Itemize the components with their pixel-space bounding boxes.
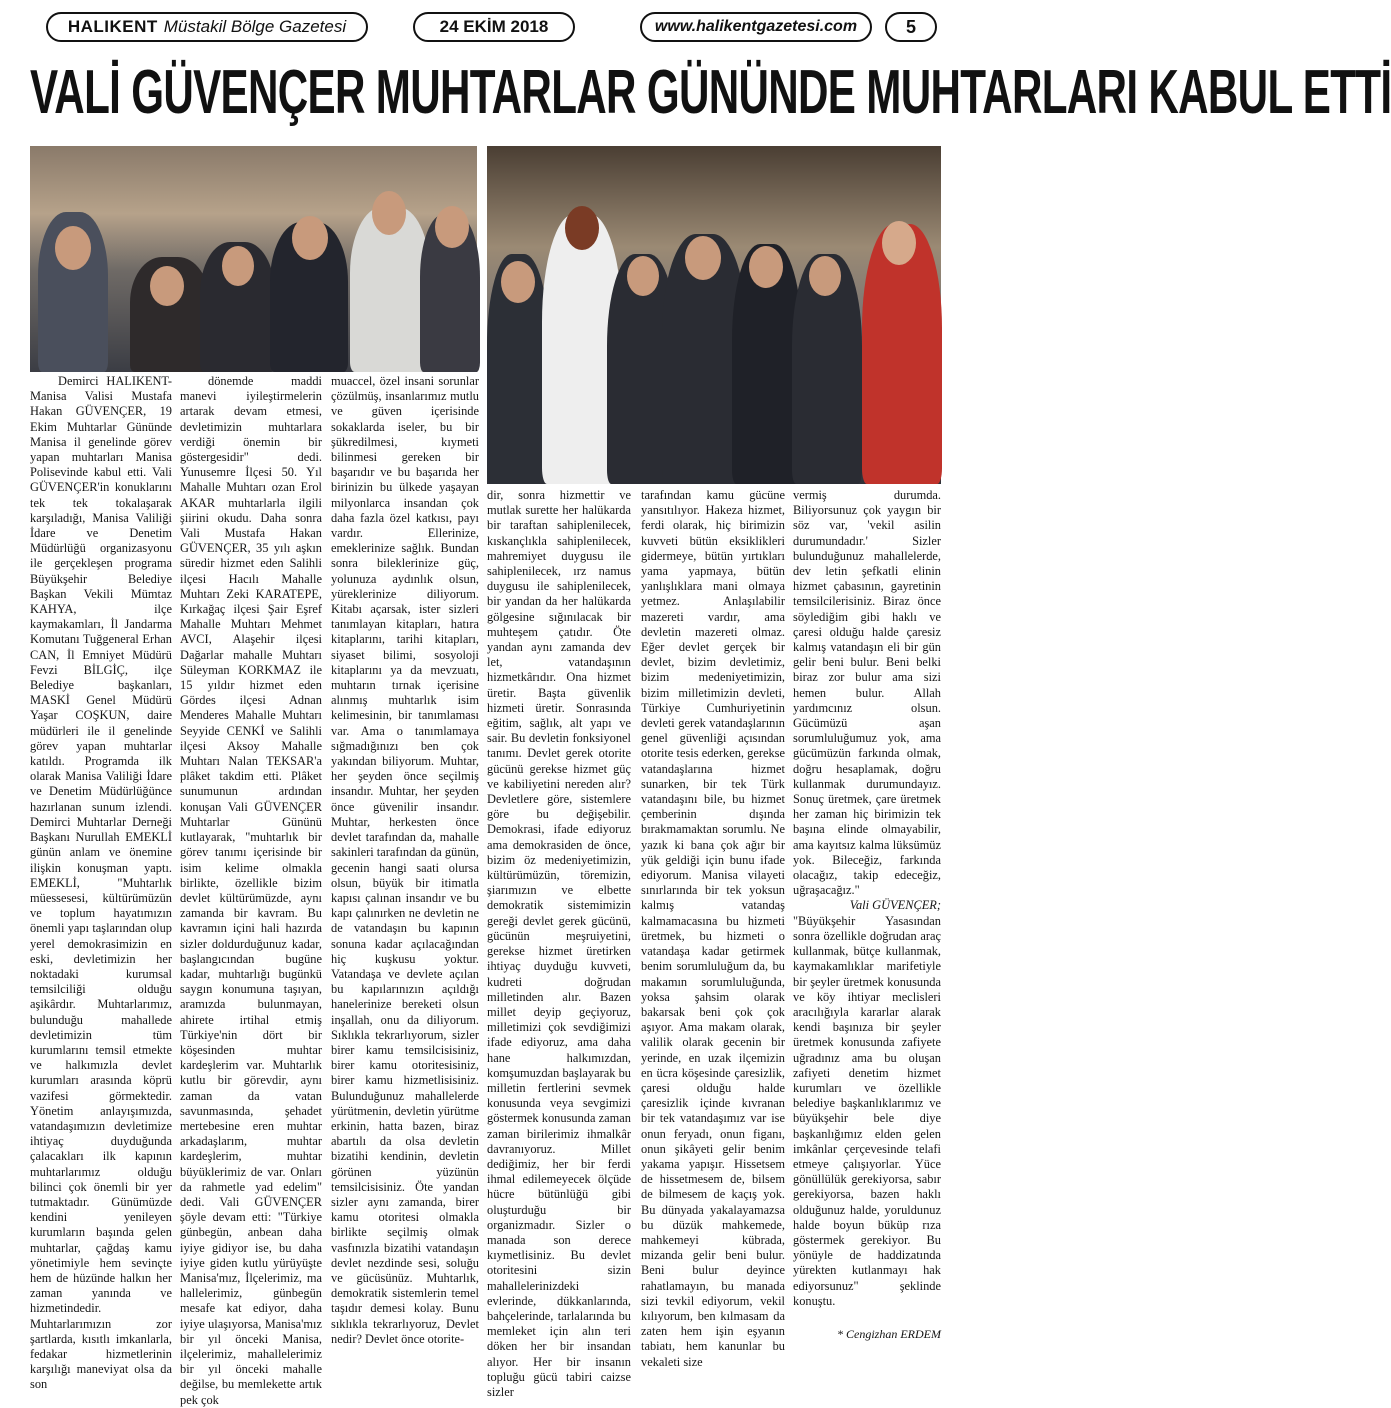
article-column-5 bbox=[641, 488, 785, 1369]
brand-subtitle: Müstakil Bölge Gazetesi bbox=[163, 17, 347, 36]
newspaper-brand bbox=[46, 12, 368, 42]
article-column-3 bbox=[331, 374, 479, 1346]
column-text: "Büyükşehir Yasasından sonra özellikle doğrudan araç kullanmak, bütçe kullanmak, kaymakamlıklar marifetiyle bir şeyler üretmek konusunda ve köy ihtiyar meclisleri aracılığıyla kararlar alarak kendi başınıza bir şeyler üretmek konusunda zafiyete uğradınız ama bu oluşan zafiyeti denetim hizmet kurumları ve özellikle belediye başkanlıklarımız ve büyükşehir bele diye başkanlığımız elden gelen imkânlar çerçevesinde telafi etmeye çalışıyorlar. Yüce gönüllülük gerekiyorsa, sabır gerekiyorsa, bazen haklı olduğunuz halde, yoruldunuz halde boyun büküp rıza göstermek gerekiyor. Bu yönüyle de haddizatında yürekten kutlanmayı hak ediyorsunuz" şeklinde konuştu. bbox=[793, 913, 941, 1308]
speaker-label: Vali GÜVENÇER; bbox=[849, 898, 941, 913]
photo-right bbox=[487, 146, 941, 484]
column-text: vermiş durumda. Biliyorsunuz çok yaygın bir söz var, 'vekil asilin durumundadır.' Sizler bulunduğunuz mahallelerde, dev letin şefkatli elinin hizmet çabasının, gayretinin temsilcilerisiniz. Biraz önce söylediğim gibi haklı ve çaresi olduğu halde çaresiz kalmış vatandaşın eli bir gün gelir beni bulur. Beni belki biraz zor bulur ama sizi hemen bulur. Allah yardımcınız olsun. Gücümüzü aşan sorumluluğumuz yok, ama gücümüzün farkında olmak, doğru hesaplamak, doğru kullanmak durumundayız. Sonuç üretmek, çare üretmek her zaman hiç birimizin tek başına elinde olmayabilir, ama kayıtsız kalma lüksümüz yok. Bileceğiz, farkında olacağız, takip edeceğiz, uğraşacağız." bbox=[793, 488, 941, 898]
article-column-4 bbox=[487, 488, 631, 1399]
issue-date: 24 EKİM 2018 bbox=[413, 12, 575, 42]
photo-left bbox=[30, 146, 477, 372]
page-number: 5 bbox=[885, 12, 937, 42]
article-column-1 bbox=[30, 374, 172, 1392]
column-text: tarafından kamu gücüne yansıtılıyor. Hakeza hizmet, ferdi olarak, hiç birimizin kuvveti bütün eksiklikleri gidermeye, bütün yırtıkları yama yapmaya, bütün yanlışlıklara mani olmaya yetmez. Anlaşılabilir mazereti vardır, ama devletin mazereti olmaz. Eğer devlet gerçek bir devlet, bizim devletimiz, bizim medeniyetimizin, bizim milletimizin devleti, Türkiye Cumhuriyetinin devleti gerek vatandaşlarının genel güvenliği açısından otorite tesis ederken, gerekse vatandaşlarına hizmet sunarken, bir tek Türk vatandaşını bile, bu hizmet çemberinin dışında bırakmamaktan sorumlu. Ne yazık ki bana çok ağır bir yük geldiği için bunu ifade ediyorum. Manisa vilayeti sınırlarında bir tek yoksun kalmış vatandaş kalmamacasına bu hizmeti üretmek, bu hizmeti o vatandaşa kadar getirmek benim sorumluluğum da, bu makamın sorumluluğunda, yoksa şahsim olarak bakarsak beni çok çok aşıyor. Ama makam olarak, valilik olarak gecenin bir yerinde, en uzak ilçemizin en ücra köşesinde çaresizlik, çaresi olduğu halde çaresizlik içinde kıvranan bir tek vatandaşımız var ise onun feryadı, onun figanı, onun şikâyeti gelir benim yakama yapışır. Hissetsem de hissetmesem de, bilsem de bilmesem de kaçış yok. Bu dünyada yakalayamazsa bu düzük mahkemede, mahkemeyi kübrada, mizanda gelir beni bulur. Beni bulur deyince rahatlamayın, bu manada sizi tevkil ediyorum, vekil kılıyorum, ben kılmasam da zaten hem işin eşyanın tabiatı, hem kanunlar bu vekaleti size bbox=[641, 488, 785, 1369]
column-text: muaccel, özel insani sorunlar çözülmüş, insanlarımız mutlu ve güven içerisinde sokaklarda iseler, bu bir şükredilmesi, kıymeti bilinmesi gereken bir başarıdır ve bu başarıda her birinizin bu ülkede yaşayan milyonlarca insandan çok daha fazla özel katkısı, payı vardır. Ellerinize, emeklerinize sağlık. Bundan sonra bileklerinize güç, yolunuza aydınlık olsun, yüreklerinize diliyorum. Kitabı açarsak, ister sizleri tanımlayan kitapları, hatıra kitaplarını, tarihi kitapları, siyaset bilimi, sosyoloji kitaplarını ya da mevzuatı, muhtarın tırnak içerisine alınmış muhtarlık isim kelimesinin, bir tanımlaması var. Ama o tanımlamaya sığmadığınızı ben çok yakından biliyorum. Muhtar, her şeyden önce seçilmiş insandır. Muhtar, her şeyden önce güvenilir insandır. Muhtar, herkesten önce devlet tarafından da, mahalle sakinleri tarafından da günün, gecenin hangi saati olursa olsun, büyük bir itimatla kapısı çalınan insandır ve bu kapı çalınırken ne devletin ne de vatandaşın bu kapının sonuna kadar açılacağından hiç kuşkusu yoktur. Vatandaşa ve devlete açılan bu kapılarınızın açıldığı hanelerinize bereketi olsun inşallah, onu da diliyorum. Sıklıkla tekrarlıyorum, sizler birer kamu temsilcisisiniz, birer kamu otoritesisiniz, birer kamu hizmetlisisiniz. Bulunduğunuz mahallelerde yürütmenin, devletin yürütme erkinin, hatta bazen, biraz abartılı da olsa devletin bizatihi kendinin, devletin görünen yüzünün temsilcisisiniz. Öte yandan sizler aynı zamanda, birer kamu otoritesi olmakla birlikte seçilmiş olmak vasfınızla bizatihi vatandaşın devlet nezdinde sesi, soluğu ve gücüsünüz. Muhtarlık, demokratik sistemlerin temel taşıdır demesi kolay. Bunu sıklıkla tekrarlıyoruz, Devlet nedir? Devlet önce otorite- bbox=[331, 374, 479, 1346]
article-column-6 bbox=[793, 488, 941, 1348]
headline: VALİ GÜVENÇER MUHTARLAR GÜNÜNDE MUHTARLARI KABUL ETTİ bbox=[30, 58, 1391, 127]
website-link[interactable]: www.halikentgazetesi.com bbox=[640, 12, 872, 42]
column-text: Demirci HALIKENT- Manisa Valisi Mustafa Hakan GÜVENÇER, 19 Ekim Muhtarlar Gününde Manisa il genelinde görev yapan muhtarları Manisa Polisevinde kabul etti. Vali GÜVENÇER'in konuklarını tek tek tokalaşarak karşıladığı, Manisa Valiliği İdare ve Denetim Müdürlüğü organizasyonu ile gerçekleşen programa Büyükşehir Belediye Başkan Vekili Mümtaz KAHYA, ilçe kaymakamları, İl Jandarma Komutanı Tuğgeneral Erhan CAN, İl Emniyet Müdürü Fevzi BİLGİÇ, ilçe Belediye başkanları, MASKİ Genel Müdürü Yaşar COŞKUN, daire müdürleri ile il genelinde görev yapan muhtarlar katıldı. Programda ilk olarak Manisa Valiliği İdare ve Denetim Müdürlüğünce hazırlanan sunum izlendi. Demirci Muhtarlar Derneği Başkanı Nurullah EMEKLİ günün anlam ve önemine ilişkin konuşman yaptı. EMEKLİ, "Muhtarlık müessesesi, kültürümüzün ve toplum hayatımızın önemli yapı taşlarından olup yerel demokrasimizin en eski, devletimizin her noktadaki kurumsal temsilciliği olduğu aşikârdır. Muhtarlarımız, bulunduğu mahallede devletimizin tüm kurumlarını temsil etmekte ve halkımızla devlet kurumları arasında köprü vazifesi görmektedir. Yönetim anlayışımızda, vatandaşımızın devletimize ihtiyaç duyduğunda çalacakları ilk kapının muhtarlarımız olduğu bilinci çok önemli bir yer tutmaktadır. Günümüzde kendini yenileyen kurumların başında gelen muhtarlar, çağdaş kamu yönetimiyle hem sevinçte hem de hüzünde halkın her zaman yanında ve hizmetindedir. Muhtarlarımızın zor şartlarda, kısıtlı imkanlarla, fedakar hizmetlerinin karşılığı maneviyat olsa da son bbox=[30, 374, 172, 1392]
column-text: dönemde maddi manevi iyileştirmelerin artarak devam etmesi, devletimizin muhtarlara verdiği önemin bir göstergesidir" dedi. Yunusemre İlçesi 50. Yıl Mahalle Muhtarı ozan Erol AKAR muhtarlarla ilgili şiirini okudu. Daha sonra Vali Mustafa Hakan GÜVENÇER, 35 yılı aşkın süredir hizmet eden Salihli ilçesi Hacılı Mahalle Muhtarı Zeki KARATEPE, Kırkağaç ilçesi Şair Eşref Mahalle Muhtarı Mehmet AVCI, Alaşehir ilçesi Dağarlar mahalle Muhtarı Süleyman KORKMAZ ile 15 yıldır hizmet eden Gördes ilçesi Adnan Menderes Mahalle Muhtarı Seyyide CENKİ ve Salihli ilçesi Aksoy Mahalle Muhtarı Nalan TEKSAR'a plâket takdim etti. Plâket sunumunun ardından konuşan Vali GÜVENÇER Muhtarlar Gününü kutlayarak, "muhtarlık bir görev tanımı içerisinde bir isim kelime olmakla birlikte, özellikle bizim devlet kültürümüzde, aynı zamanda bir kavram. Bu kavramın içini hali hazırda sizler doldurduğunuz kadar, başlangıcından bugüne kadar, muhtarlığı bugünkü saygın konumuna taşıyan, aramızda bulunmayan, ahirete irtihal etmiş Türkiye'nin dört bir köşesinden muhtar kardeşlerim var. Muhtarlık kutlu bir görevdir, aynı zaman da vatan savunmasında, şehadet mertebesine eren muhtar arkadaşlarım, muhtar kardeşlerim, muhtar büyüklerimiz de var. Onları da rahmetle yad edelim" dedi. Vali GÜVENÇER şöyle devam etti: "Türkiye günbegün, anbean daha iyiye gidiyor ise, bu daha iyiye giden kutlu yürüyüşte Manisa'mız, İlçelerimiz, ma hallelerimiz, günbegün mesafe kat ediyor, daha iyiye ulaşıyorsa, Manisa'mız bir yıl önceki Manisa, ilçelerimiz, mahallelerimiz bir yıl önceki mahalle değilse, bu memlekette artık pek çok bbox=[180, 374, 322, 1407]
author-byline: * Cengizhan ERDEM bbox=[837, 1327, 941, 1341]
brand-name: HALIKENT bbox=[67, 17, 158, 36]
column-text: dir, sonra hizmettir ve mutlak surette her halükarda bir taraftan sahiplenilecek, kıskançlıkla sahiplenilecek, mahremiyet duygusu ile sahiplenilecek, ırz namus duygusu ile sahiplenilecek, bir yandan da her halükarda gölgesine sığınılacak bir muhteşem çatıdır. Öte yandan aynı zamanda dev let, vatandaşının hizmetkârıdır. Ona hizmet üretir. Başta güvenlik hizmeti üretir. Sonrasında eğitim, sağlık, alt yapı ve sair. Bu devletin fonksiyonel tanımı. Devlet gerek otorite gücünü gerekse hizmet güç ve kabiliyetini nereden alır? Devletlere göre, sistemlere göre bu değişebilir. Demokrasi, ifade ediyoruz ama demokrasiden de önce, bizim öz medeniyetimizin, kültürümüzün, töremizin, şiarımızın ve elbette demokratik sistemimizin gereği devlet gerek gücünü, gücünün meşruiyetini, gerekse hizmet üretirken ihtiyaç duyduğu kuvveti, kudreti doğrudan milletinden alır. Bazen millet deyip geçiyoruz, milletimizi çok sevdiğimizi ifade ediyoruz, ama daha hane halkımızdan, komşumuzdan başlayarak bu milletin fertlerini sevmek konusunda veya sevgimizi göstermek konusunda zaman zaman birilerimiz ihmalkâr davranıyoruz. Millet dediğimiz, her bir ferdi ihmal edilemeyecek ölçüde hücre bütünlüğü gibi oluşturduğu bir organizmadır. Sizler o manada son derece kıymetlisiniz. Bu devlet otoritesini sizin mahallelerinizdeki evlerinde, dükkanlarında, bahçelerinde, tarlalarında bu memleket için alın teri döken her bir insandan alıyor. Her bir insanın topluğu gücü tabiri caizse sizler bbox=[487, 488, 631, 1399]
article-column-2 bbox=[180, 374, 322, 1407]
